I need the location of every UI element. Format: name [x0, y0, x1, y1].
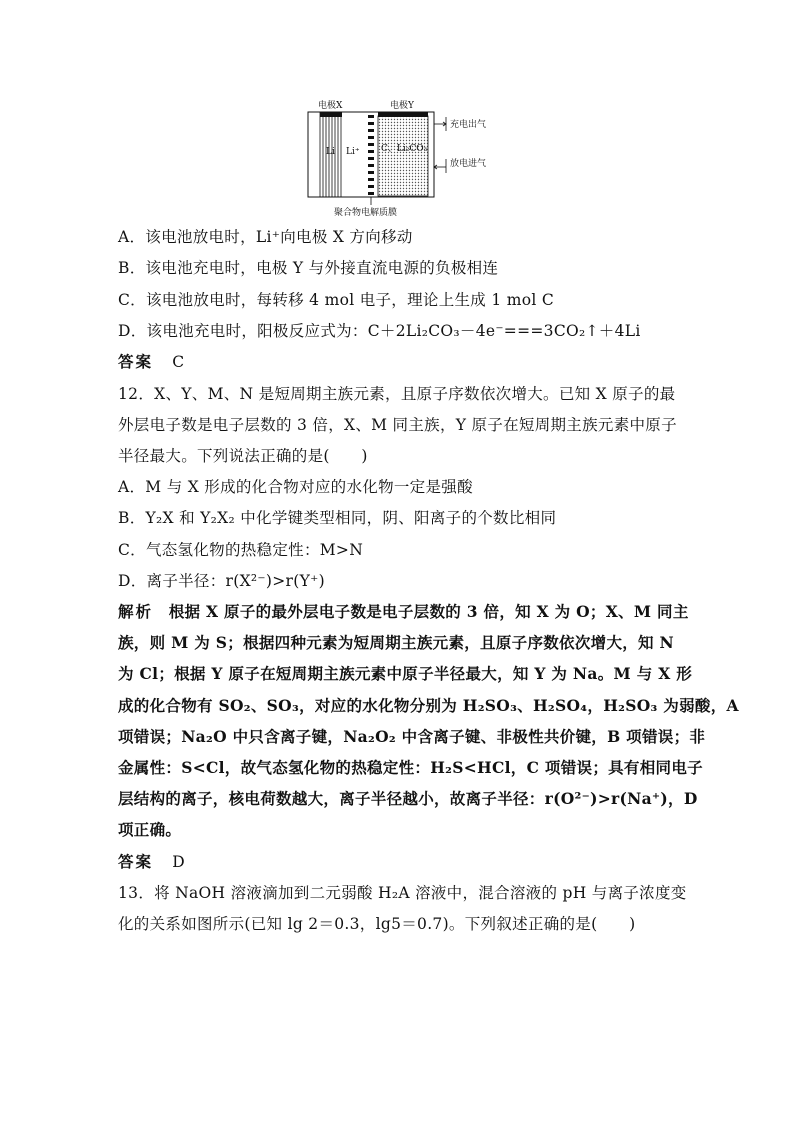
q12-option-c: C．气态氢化物的热稳定性：M>N [118, 541, 364, 559]
electrode-x-label: 电极X [318, 101, 343, 111]
q11-option-d: D．该电池充电时，阳极反应式为：C＋2Li₂CO₃－4e⁻===3CO₂↑＋4Li [118, 322, 641, 340]
q11-answer [118, 352, 678, 372]
membrane-label: 聚合物电解质膜 [334, 208, 398, 218]
q12-analysis-line-2: 族，则 M 为 S；根据四种元素为短周期主族元素，且原子序数依次增大，知 N [118, 633, 675, 652]
charge-out-label: 充电出气 [450, 120, 487, 130]
q11-option-c: C．该电池放电时，每转移 4 mol 电子，理论上生成 1 mol C [118, 291, 554, 309]
discharge-in-label: 放电进气 [450, 159, 487, 169]
q12-analysis-line-5: 项错误；Na₂O 中只含离子键，Na₂O₂ 中含离子键、非极性共价键，B 项错误；非 [118, 727, 706, 746]
battery-diagram [300, 97, 500, 219]
li-ion-label: Li⁺ [346, 147, 360, 157]
q13-stem-line-1: 13．将 NaOH 溶液滴加到二元弱酸 H₂A 溶液中，混合溶液的 pH 与离子浓度变 [118, 884, 687, 902]
electrode-y-label: 电极Y [390, 101, 414, 111]
q12-answer [118, 852, 678, 872]
q12-analysis-label: 解析 [118, 602, 154, 621]
cathode-material-label: C、Li₂CO₃ [381, 144, 428, 154]
q11-option-a: A．该电池放电时，Li⁺向电极 X 方向移动 [118, 228, 413, 246]
q12-analysis-line-6: 金属性：S<Cl，故气态氢化物的热稳定性：H₂S<HCl，C 项错误；具有相同电子 [118, 758, 703, 777]
q11-answer-value: C [172, 353, 185, 371]
q12-answer-label: 答案 [118, 852, 154, 871]
q12-analysis-line-8: 项正确。 [118, 820, 182, 839]
q12-stem-line-3: 半径最大。下列说法正确的是( ) [118, 447, 368, 465]
q12-analysis-line-4: 成的化合物有 SO₂、SO₃，对应的水化物分别为 H₂SO₃、H₂SO₄，H₂SO₃ 为弱酸，A [118, 696, 739, 715]
q13-stem-line-2: 化的关系如图所示(已知 lg 2＝0.3，lg5＝0.7)。下列叙述正确的是( ) [118, 915, 636, 933]
q11-answer-label: 答案 [118, 352, 154, 371]
q11-option-b: B．该电池充电时，电极 Y 与外接直流电源的负极相连 [118, 259, 499, 277]
q12-option-d: D．离子半径：r(X²⁻)>r(Y⁺) [118, 572, 325, 590]
q12-analysis-line-7: 层结构的离子，核电荷数越大，离子半径越小，故离子半径：r(O²⁻)>r(Na⁺)，D [118, 789, 698, 808]
li-label: Li [326, 147, 335, 157]
q12-stem-line-2: 外层电子数是电子层数的 3 倍，X、M 同主族，Y 原子在短周期主族元素中原子 [118, 416, 677, 434]
membrane-dashes [368, 115, 374, 195]
q12-option-a: A．M 与 X 形成的化合物对应的水化物一定是强酸 [118, 478, 473, 496]
q12-analysis-line-3: 为 Cl；根据 Y 原子在短周期主族元素中原子半径最大，知 Y 为 Na。M 与 X 形 [118, 664, 693, 683]
q12-answer-value: D [172, 853, 185, 871]
q12-stem-line-1: 12．X、Y、M、N 是短周期主族元素，且原子序数依次增大。已知 X 原子的最 [118, 385, 676, 403]
q12-analysis-line-1 [118, 602, 689, 622]
q12-analysis-text-1: 根据 X 原子的最外层电子数是电子层数的 3 倍，知 X 为 O；X、M 同主 [168, 602, 689, 621]
q12-option-b: B．Y₂X 和 Y₂X₂ 中化学键类型相同，阴、阳离子的个数比相同 [118, 509, 557, 527]
